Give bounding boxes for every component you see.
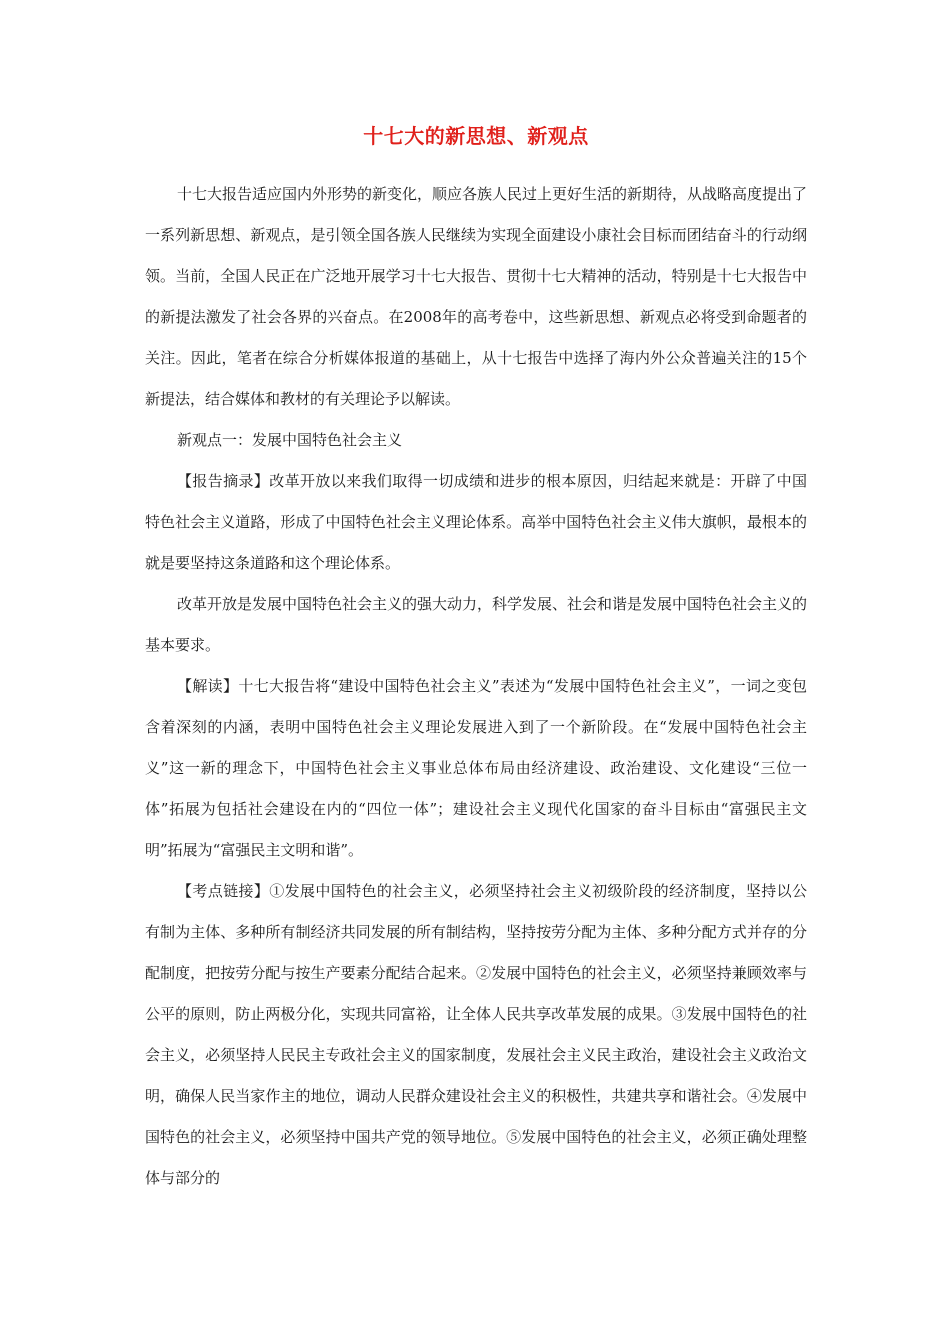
paragraph-text: 十七大报告将“建设中国特色社会主义”表述为“发展中国特色社会主义”，一词之变包含着深刻的内涵，表明中国特色社会主义理论发展进入到了一个新阶段。在“发展中国特色社会主义”这一新的理念下，中国特色社会主义事业总体布局由经济建设、政治建设、文化建设“三位一体”拓展为包括社会建设在内的“四位一体”；建设社会主义现代化国家的奋斗目标由“富强民主文明”拓展为“富强民主文明和谐”。 xyxy=(145,677,807,859)
document-page xyxy=(145,118,807,1199)
section-heading xyxy=(145,420,807,461)
paragraph-text: 改革开放是发展中国特色社会主义的强大动力，科学发展、社会和谐是发展中国特色社会主义的基本要求。 xyxy=(145,595,808,654)
excerpt-continuation-paragraph xyxy=(145,584,807,666)
paragraph-text: 改革开放以来我们取得一切成绩和进步的根本原因，归结起来就是：开辟了中国特色社会主义道路，形成了中国特色社会主义理论体系。高举中国特色社会主义伟大旗帜，最根本的就是要坚持这条道路和这个理论体系。 xyxy=(145,472,807,572)
paragraph-text: 十七大报告适应国内外形势的新变化，顺应各族人民过上更好生活的新期待，从战略高度提出了一系列新思想、新观点，是引领全国各族人民继续为实现全面建设小康社会目标而团结奋斗的行动纲领。当前，全国人民正在广泛地开展学习十七大报告、贯彻十七大精神的活动，特别是十七大报告中的新提法激发了社会各界的兴奋点。在2008年的高考卷中，这些新思想、新观点必将受到命题者的关注。因此，笔者在综合分析媒体报道的基础上，从十七报告中选择了海内外公众普遍关注的15个新提法，结合媒体和教材的有关理论予以解读。 xyxy=(145,185,808,408)
paragraph-text: 新观点一：发展中国特色社会主义 xyxy=(177,431,403,449)
paragraph-tag: 【考点链接】 xyxy=(177,882,270,900)
document-title: 十七大的新思想、新观点 xyxy=(363,124,589,148)
exam-link-paragraph xyxy=(145,871,807,1199)
paragraph-tag: 【报告摘录】 xyxy=(177,472,270,490)
interpretation-paragraph xyxy=(145,666,807,871)
report-excerpt-paragraph xyxy=(145,461,807,584)
paragraph-text: ①发展中国特色的社会主义，必须坚持社会主义初级阶段的经济制度，坚持以公有制为主体、多种所有制经济共同发展的所有制结构，坚持按劳分配为主体、多种分配方式并存的分配制度，把按劳分配与按生产要素分配结合起来。②发展中国特色的社会主义，必须坚持兼顾效率与公平的原则，防止两极分化，实现共同富裕，让全体人民共享改革发展的成果。③发展中国特色的社会主义，必须坚持人民民主专政社会主义的国家制度，发展社会主义民主政治，建设社会主义政治文明，确保人民当家作主的地位，调动人民群众建设社会主义的积极性，共建共享和谐社会。④发展中国特色的社会主义，必须坚持中国共产党的领导地位。⑤发展中国特色的社会主义，必须正确处理整体与部分的 xyxy=(145,882,807,1187)
paragraph-tag: 【解读】 xyxy=(177,677,239,695)
intro-paragraph xyxy=(145,174,807,420)
